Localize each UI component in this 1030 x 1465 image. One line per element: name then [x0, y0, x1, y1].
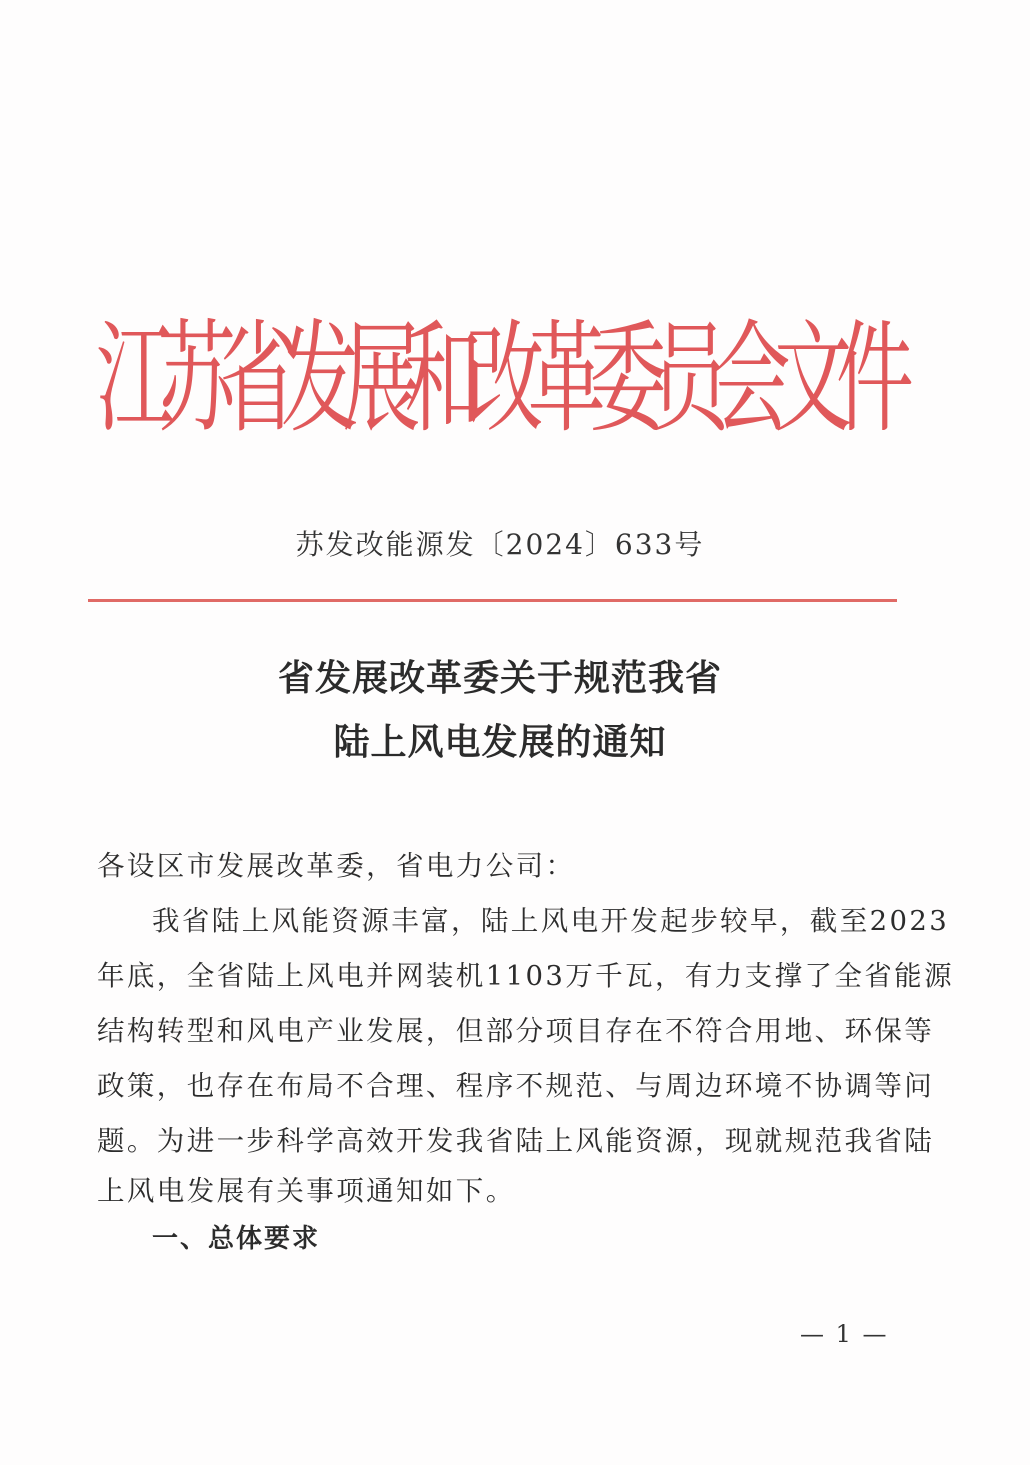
body-line: 年底，全省陆上风电并网装机1103万千瓦，有力支撑了全省能源 — [97, 960, 954, 992]
masthead-char: 发 — [280, 310, 359, 450]
masthead-char: 革 — [527, 310, 606, 450]
addressee: 各设区市发展改革委，省电力公司： — [97, 850, 576, 882]
masthead-title — [96, 264, 914, 497]
document-title-line-2: 陆上风电发展的通知 — [333, 722, 667, 763]
body-line: 我省陆上风能资源丰富，陆上风电开发起步较早，截至2023 — [152, 905, 950, 937]
section-heading: 一、总体要求 — [152, 1224, 321, 1254]
masthead-char: 员 — [650, 310, 729, 450]
masthead-char: 江 — [96, 310, 175, 450]
page-number: — 1 — — [800, 1320, 889, 1348]
body-line: 结构转型和风电产业发展，但部分项目存在不符合用地、环保等 — [97, 1015, 935, 1047]
masthead-char: 和 — [404, 310, 483, 450]
body-line: 题。为进一步科学高效开发我省陆上风能资源，现就规范我省陆 — [97, 1125, 935, 1157]
masthead-char: 件 — [835, 310, 914, 450]
body-line: 政策，也存在布局不合理、程序不规范、与周边环境不协调等问 — [97, 1070, 935, 1102]
masthead-char: 展 — [342, 310, 421, 450]
body-line: 上风电发展有关事项通知如下。 — [97, 1175, 516, 1207]
masthead-char: 省 — [219, 310, 298, 450]
masthead-char: 改 — [465, 310, 544, 450]
document-title-line-1: 省发展改革委关于规范我省 — [277, 658, 722, 699]
masthead-char: 文 — [774, 310, 853, 450]
document-number: 苏发改能源发〔2024〕633号 — [295, 528, 705, 561]
masthead-char: 会 — [712, 310, 791, 450]
masthead-char: 委 — [589, 310, 668, 450]
red-divider-rule — [88, 599, 897, 602]
masthead-char: 苏 — [157, 310, 236, 450]
